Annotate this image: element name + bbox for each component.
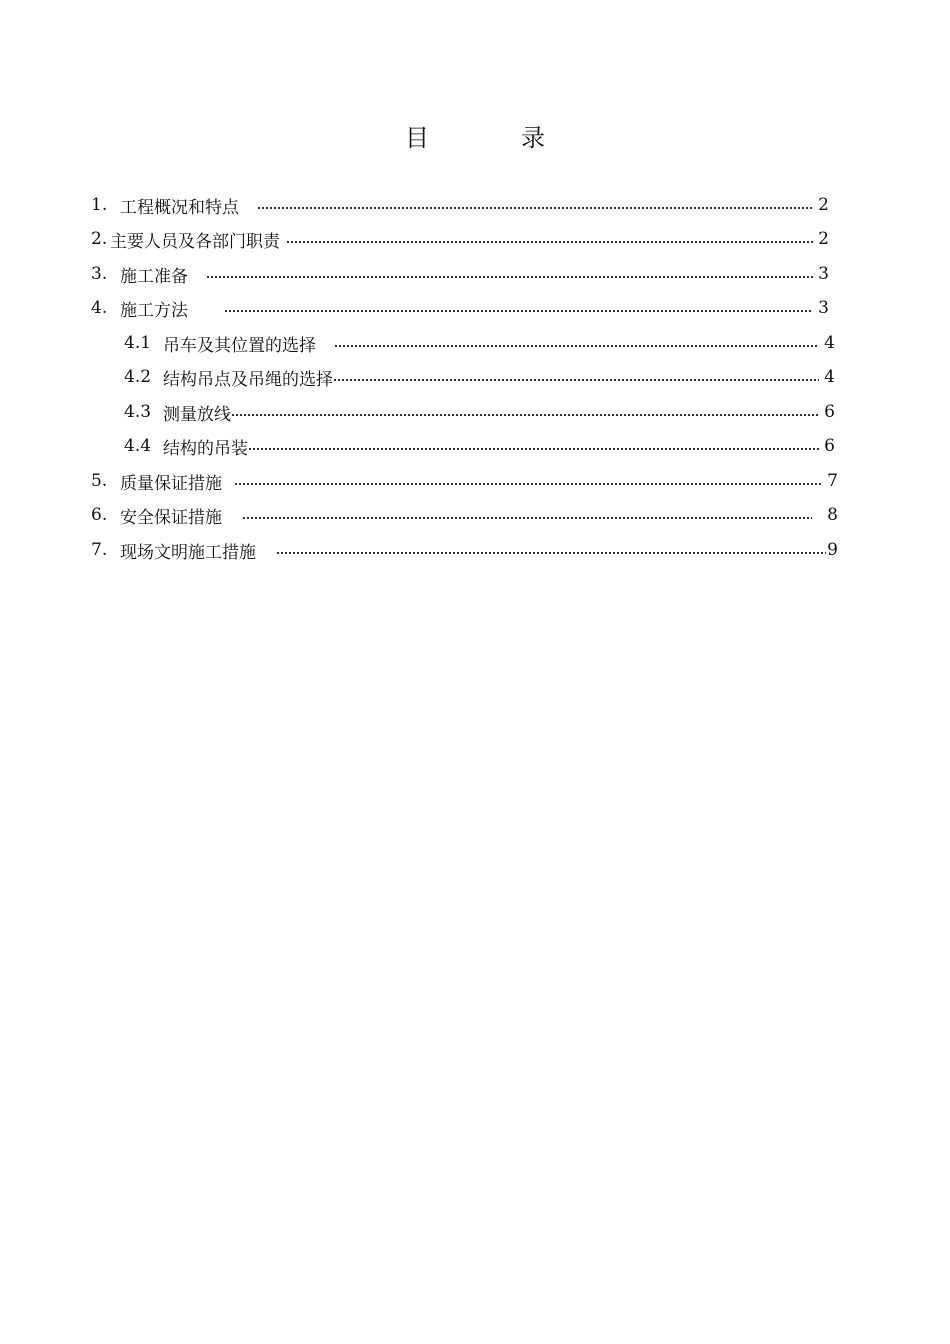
toc-entry[interactable] [124,328,835,358]
toc-entry-page: 6 [824,436,835,456]
toc-leader-dots [333,379,819,381]
toc-entry[interactable] [124,431,835,461]
toc-entry-label: 施工方法 [120,300,188,321]
toc-entry-number: 4.1 [124,333,152,353]
toc-leader-dots [242,517,812,519]
toc-leader-dots [231,414,819,416]
toc-entry-number: 4.2 [124,367,152,387]
toc-leader-dots [334,345,819,347]
toc-entry[interactable] [91,535,838,565]
toc-entry-number: 1. [91,195,108,215]
toc-leader-dots [248,448,819,450]
toc-entry[interactable] [91,466,838,496]
toc-leader-dots [276,552,826,554]
toc-entry-page: 4 [824,367,835,387]
toc-entry-number: 6. [91,505,108,525]
toc-entry[interactable] [91,500,838,530]
toc-entry-number: 4. [91,298,108,318]
toc-entry[interactable] [91,259,829,289]
toc-entry-page: 4 [824,333,835,353]
toc-entry-number: 4.3 [124,402,152,422]
toc-entry-label: 现场文明施工措施 [120,542,256,563]
toc-entry-label: 测量放线 [163,404,231,425]
toc-entry-page: 8 [827,505,838,525]
toc-leader-dots [234,483,822,485]
toc-entry-page: 6 [824,402,835,422]
toc-entry-page: 2 [818,195,829,215]
toc-entry-label: 质量保证措施 [120,473,222,494]
toc-entry-label: 施工准备 [120,266,188,287]
toc-leader-dots [224,310,813,312]
toc-leader-dots [286,241,813,243]
toc-entry[interactable] [124,397,835,427]
toc-entry-label: 结构的吊装 [163,438,248,459]
toc-entry-number: 4.4 [124,436,152,456]
toc-title: 目 录 [405,124,579,152]
toc-entry[interactable] [91,293,829,323]
toc-entry-number: 3. [91,264,108,284]
toc-entry-label: 工程概况和特点 [120,197,239,218]
toc-entry[interactable] [91,224,829,254]
toc-entry[interactable] [91,190,829,220]
toc-entry-page: 7 [827,471,838,491]
toc-entry-page: 3 [818,298,829,318]
toc-entry-number: 5. [91,471,108,491]
toc-entry-page: 9 [827,540,838,560]
toc-entry[interactable] [124,362,835,392]
toc-entry-page: 2 [818,229,829,249]
toc-leader-dots [206,276,813,278]
toc-entry-page: 3 [818,264,829,284]
toc-entry-label: 吊车及其位置的选择 [163,335,316,356]
toc-leader-dots [257,207,813,209]
toc-entry-number: 2. [91,229,108,249]
toc-entry-label: 安全保证措施 [120,507,222,528]
toc-entry-label: 主要人员及各部门职责 [110,231,280,252]
toc-entry-number: 7. [91,540,108,560]
toc-entry-label: 结构吊点及吊绳的选择 [163,369,333,390]
